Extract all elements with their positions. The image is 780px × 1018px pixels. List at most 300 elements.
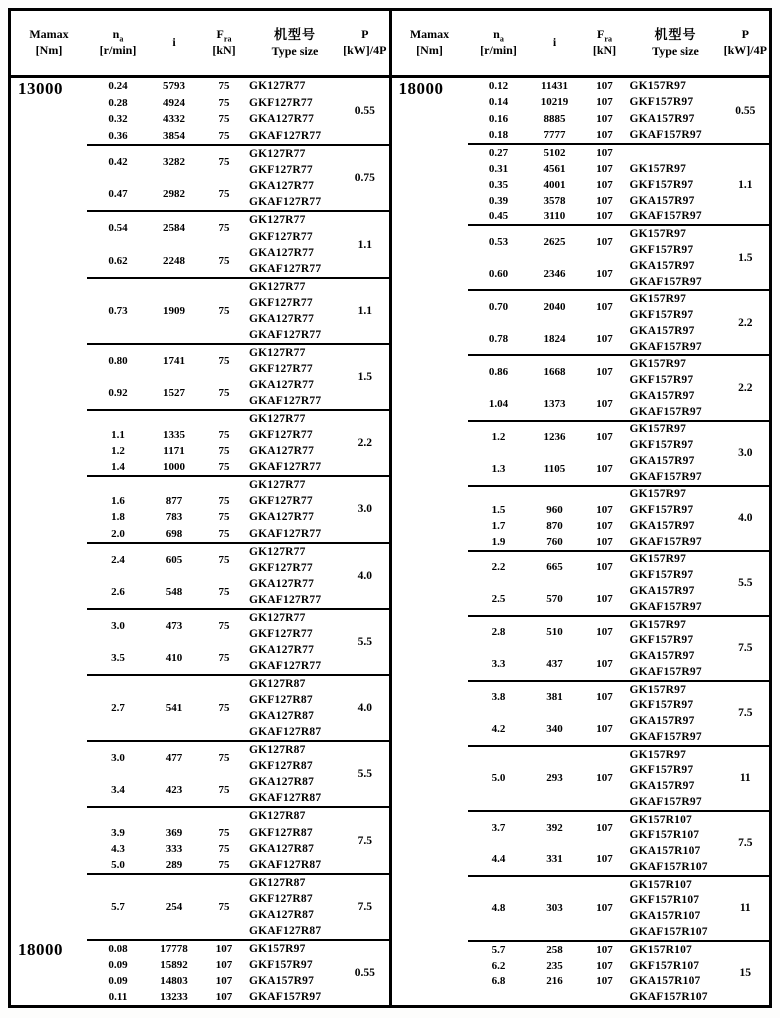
value-row bbox=[87, 95, 249, 112]
torque-value bbox=[11, 343, 87, 409]
na-value: 5.0 bbox=[491, 772, 506, 785]
value-row bbox=[87, 178, 249, 210]
spec-block-content bbox=[87, 740, 389, 806]
value-row bbox=[87, 676, 249, 740]
value-row bbox=[87, 957, 249, 973]
na-value: 0.47 bbox=[108, 188, 128, 201]
header-mamax-label: Mamax bbox=[29, 27, 69, 42]
header-na bbox=[87, 27, 149, 58]
type-size: GK157R97 bbox=[629, 618, 687, 631]
fra-value: 75 bbox=[218, 156, 230, 169]
na-value: 1.1 bbox=[111, 429, 125, 442]
type-sizes bbox=[249, 544, 341, 608]
value-row bbox=[468, 552, 630, 584]
torque-value bbox=[392, 810, 468, 875]
header-fra-unit: [kN] bbox=[212, 43, 236, 57]
type-size: GKF157R97 bbox=[629, 569, 694, 582]
value-row bbox=[87, 279, 249, 343]
torque-value bbox=[392, 224, 468, 289]
value-row bbox=[468, 747, 630, 810]
type-size: GKF127R77 bbox=[249, 96, 313, 109]
ratio-value: 698 bbox=[165, 527, 183, 540]
ratio-value: 437 bbox=[546, 657, 563, 670]
type-sizes bbox=[630, 78, 722, 143]
spec-block-content bbox=[468, 289, 770, 354]
fra-value: 107 bbox=[596, 535, 613, 548]
fra-value: 107 bbox=[596, 462, 613, 475]
ratio-value: 13233 bbox=[160, 991, 188, 1004]
spec-block-content bbox=[87, 873, 389, 939]
type-sizes bbox=[630, 747, 722, 810]
na-value: 2.8 bbox=[491, 626, 506, 639]
fra-value: 107 bbox=[596, 194, 613, 207]
ratio-value: 340 bbox=[546, 722, 563, 735]
type-size: GKF157R107 bbox=[629, 894, 700, 907]
header-power bbox=[722, 27, 770, 58]
type-sizes bbox=[249, 345, 341, 409]
value-row bbox=[468, 487, 630, 503]
type-size: GKF157R107 bbox=[629, 959, 700, 972]
power-value: 7.5 bbox=[738, 707, 753, 720]
ratio-value: 1000 bbox=[163, 461, 185, 474]
torque-value bbox=[392, 420, 468, 485]
value-row bbox=[87, 774, 249, 806]
type-size: GKF127R77 bbox=[249, 495, 313, 508]
na-value: 5.7 bbox=[111, 900, 125, 913]
value-row bbox=[468, 713, 630, 745]
ratio-value: 293 bbox=[546, 772, 563, 785]
value-row bbox=[87, 377, 249, 409]
ratio-value: 1171 bbox=[163, 445, 185, 458]
type-size: GKAF157R97 bbox=[629, 470, 702, 483]
value-row bbox=[468, 193, 630, 209]
type-size: GKF157R97 bbox=[629, 634, 694, 647]
spec-block-content bbox=[468, 224, 770, 289]
fra-value: 75 bbox=[218, 129, 230, 142]
type-size: GKF127R87 bbox=[249, 892, 313, 905]
type-size: GK157R97 bbox=[629, 293, 687, 306]
value-rows bbox=[87, 345, 249, 409]
value-row bbox=[468, 323, 630, 355]
type-size: GKA157R97 bbox=[629, 324, 695, 337]
value-row bbox=[468, 388, 630, 420]
fra-value: 75 bbox=[218, 900, 230, 913]
fra-value: 107 bbox=[215, 958, 233, 971]
value-rows bbox=[468, 291, 630, 354]
power-value: 3.0 bbox=[357, 503, 372, 516]
type-size: GKF127R87 bbox=[249, 826, 313, 839]
type-size: GKA157R97 bbox=[629, 112, 695, 125]
fra-value: 75 bbox=[218, 527, 230, 540]
ratio-value: 3282 bbox=[163, 156, 185, 169]
torque-value bbox=[392, 354, 468, 419]
torque-value bbox=[392, 940, 468, 1005]
fra-value: 75 bbox=[218, 445, 230, 458]
ratio-value: 1909 bbox=[163, 304, 185, 317]
na-value: 3.4 bbox=[111, 784, 125, 797]
na-value: 1.8 bbox=[111, 511, 125, 524]
type-size: GKF157R97 bbox=[629, 504, 694, 517]
type-size: GKF157R97 bbox=[629, 178, 694, 191]
type-size: GKAF127R77 bbox=[249, 461, 322, 474]
spec-block-content bbox=[468, 745, 770, 810]
spec-block-content bbox=[468, 680, 770, 745]
fra-value: 107 bbox=[215, 975, 233, 987]
na-value: 0.35 bbox=[488, 178, 509, 191]
power-value: 7.5 bbox=[738, 837, 753, 850]
na-value: 0.09 bbox=[108, 975, 128, 987]
spec-block bbox=[11, 873, 389, 939]
value-rows bbox=[468, 145, 630, 224]
value-row bbox=[468, 958, 630, 974]
table-body bbox=[11, 78, 389, 1005]
ratio-value: 5102 bbox=[543, 146, 566, 159]
table-header bbox=[11, 11, 389, 78]
torque-value bbox=[392, 143, 468, 224]
type-size: GKA157R97 bbox=[629, 585, 695, 597]
type-size: GK157R107 bbox=[629, 813, 692, 826]
na-value: 2.4 bbox=[111, 553, 125, 566]
fra-value: 107 bbox=[596, 112, 613, 125]
type-sizes bbox=[249, 279, 341, 343]
fra-value: 75 bbox=[218, 354, 230, 367]
spec-block-content bbox=[87, 939, 389, 1005]
power-value: 7.5 bbox=[738, 642, 753, 655]
type-sizes bbox=[630, 682, 722, 745]
fra-value: 107 bbox=[596, 959, 613, 972]
ratio-value: 870 bbox=[546, 519, 563, 532]
type-size: GK127R87 bbox=[249, 744, 306, 757]
value-row bbox=[468, 812, 630, 844]
spec-block bbox=[392, 550, 770, 615]
type-size: GKA127R77 bbox=[249, 577, 315, 590]
ratio-value: 2248 bbox=[163, 254, 185, 267]
na-value: 1.5 bbox=[491, 504, 506, 517]
fra-value: 75 bbox=[218, 511, 230, 524]
ratio-value: 548 bbox=[165, 585, 183, 598]
value-row bbox=[468, 583, 630, 615]
power-value: 4.0 bbox=[357, 702, 372, 715]
value-row bbox=[87, 477, 249, 493]
fra-value: 107 bbox=[596, 853, 613, 866]
header-fra-unit: [kN] bbox=[592, 43, 617, 57]
value-row bbox=[468, 843, 630, 875]
power-value: 1.5 bbox=[357, 370, 372, 383]
na-value: 4.2 bbox=[491, 722, 506, 735]
fra-value: 75 bbox=[218, 858, 230, 871]
power-value: 7.5 bbox=[357, 834, 372, 847]
fra-value: 75 bbox=[218, 304, 230, 317]
fra-value: 107 bbox=[596, 975, 613, 988]
value-row bbox=[87, 459, 249, 475]
spec-block bbox=[392, 485, 770, 550]
na-value: 0.36 bbox=[108, 129, 128, 142]
fra-value: 75 bbox=[218, 254, 230, 267]
spec-block-content bbox=[87, 475, 389, 541]
value-row bbox=[468, 356, 630, 388]
header-power bbox=[341, 27, 389, 58]
header-ratio-label: i bbox=[552, 35, 557, 50]
value-row bbox=[468, 453, 630, 485]
na-value: 0.78 bbox=[488, 332, 509, 345]
spec-block-content bbox=[468, 78, 770, 143]
header-na-label: $n_a$ bbox=[112, 27, 124, 44]
ratio-value: 4001 bbox=[543, 178, 566, 191]
spec-block bbox=[11, 608, 389, 674]
power-value: 15 bbox=[739, 967, 751, 980]
type-size: GKA127R77 bbox=[249, 113, 315, 126]
na-value: 0.18 bbox=[488, 128, 509, 141]
value-rows bbox=[468, 812, 630, 875]
type-size: GKAF127R77 bbox=[249, 527, 322, 540]
torque-value bbox=[11, 608, 87, 674]
value-row bbox=[87, 742, 249, 774]
type-size: GK127R77 bbox=[249, 346, 306, 359]
header-type-size bbox=[630, 27, 722, 59]
type-size: GK127R77 bbox=[249, 80, 306, 93]
type-size: GKF127R77 bbox=[249, 362, 313, 375]
value-row bbox=[87, 443, 249, 459]
type-size: GKA127R77 bbox=[249, 445, 315, 458]
type-size: GKAF157R97 bbox=[629, 128, 702, 141]
value-row bbox=[468, 502, 630, 518]
type-size: GK157R97 bbox=[629, 80, 687, 93]
ratio-value: 510 bbox=[546, 626, 563, 639]
header-na-unit: [r/min] bbox=[480, 43, 517, 57]
value-rows bbox=[87, 676, 249, 740]
spec-block-content bbox=[468, 354, 770, 419]
power-value: 1.5 bbox=[738, 251, 753, 264]
torque-value: 18000 bbox=[18, 939, 63, 959]
na-value: 0.42 bbox=[108, 156, 128, 169]
value-rows bbox=[468, 552, 630, 615]
power-value: 5.5 bbox=[738, 577, 753, 590]
ratio-value: 303 bbox=[546, 902, 563, 915]
value-row bbox=[87, 642, 249, 674]
spec-block-content bbox=[468, 485, 770, 550]
type-sizes bbox=[249, 808, 341, 872]
na-value: 4.3 bbox=[111, 842, 125, 855]
spec-table-right bbox=[392, 11, 770, 1005]
power-value: 0.55 bbox=[354, 966, 375, 979]
na-value: 3.3 bbox=[491, 657, 506, 670]
torque-value bbox=[11, 277, 87, 343]
fra-value: 107 bbox=[596, 80, 613, 93]
ratio-value: 289 bbox=[165, 858, 183, 871]
value-row bbox=[87, 212, 249, 244]
type-sizes bbox=[630, 422, 722, 485]
type-size: GKA127R77 bbox=[249, 511, 315, 524]
type-size: GKAF127R87 bbox=[249, 726, 322, 739]
fra-value: 107 bbox=[596, 162, 613, 175]
power-value: 1.1 bbox=[357, 238, 372, 251]
type-size: GKAF127R87 bbox=[249, 858, 322, 871]
power-value: 2.2 bbox=[738, 381, 753, 394]
type-size: GK127R77 bbox=[249, 611, 306, 624]
header-power-unit: [kW]/4P bbox=[343, 43, 387, 57]
header-fra bbox=[199, 27, 249, 58]
ratio-value: 4332 bbox=[163, 113, 185, 126]
header-power-label: P bbox=[741, 27, 749, 42]
header-type-size-en: Type size bbox=[652, 43, 699, 58]
fra-value: 75 bbox=[218, 752, 230, 765]
value-row bbox=[87, 973, 249, 989]
spec-block bbox=[11, 343, 389, 409]
type-sizes bbox=[249, 676, 341, 740]
value-row bbox=[87, 857, 249, 873]
ratio-value: 665 bbox=[546, 561, 563, 574]
fra-value: 107 bbox=[596, 902, 613, 915]
type-sizes bbox=[249, 875, 341, 939]
header-type-size-zh: 机型号 bbox=[654, 26, 697, 42]
power-value: 7.5 bbox=[357, 900, 372, 913]
value-rows bbox=[468, 422, 630, 485]
spec-block-content bbox=[468, 615, 770, 680]
spec-block bbox=[392, 143, 770, 224]
ratio-value: 3854 bbox=[163, 129, 185, 142]
fra-value: 107 bbox=[596, 504, 613, 517]
spec-block-content bbox=[468, 420, 770, 485]
na-value: 0.24 bbox=[108, 80, 128, 93]
type-sizes bbox=[249, 411, 341, 475]
ratio-value: 783 bbox=[165, 511, 183, 524]
ratio-value: 11431 bbox=[541, 80, 568, 93]
value-rows bbox=[87, 212, 249, 276]
type-size: GKA127R77 bbox=[249, 246, 315, 259]
torque-value bbox=[392, 680, 468, 745]
na-value: 1.04 bbox=[488, 397, 509, 410]
value-row bbox=[87, 824, 249, 840]
torque-value bbox=[11, 542, 87, 608]
type-size: GK157R97 bbox=[629, 553, 687, 566]
type-size: GKA127R77 bbox=[249, 379, 315, 392]
type-size: GKF127R77 bbox=[249, 627, 313, 640]
torque-value bbox=[11, 873, 87, 939]
header-mamax-unit: [Nm] bbox=[416, 43, 443, 57]
value-rows bbox=[87, 875, 249, 939]
ratio-value: 369 bbox=[165, 826, 183, 839]
header-na-unit: [r/min] bbox=[99, 43, 137, 57]
header-ratio-label: i bbox=[172, 35, 176, 50]
spec-block-content bbox=[87, 210, 389, 276]
fra-value: 75 bbox=[218, 651, 230, 664]
type-sizes bbox=[249, 212, 341, 276]
header-ratio bbox=[530, 35, 580, 51]
fra-value: 107 bbox=[596, 821, 613, 834]
fra-value: 75 bbox=[218, 113, 230, 126]
ratio-value: 14803 bbox=[160, 975, 188, 987]
na-value: 3.5 bbox=[111, 651, 125, 664]
value-row bbox=[468, 682, 630, 714]
fra-value: 107 bbox=[596, 210, 613, 223]
ratio-value: 381 bbox=[546, 691, 563, 704]
type-sizes bbox=[630, 552, 722, 615]
ratio-value: 605 bbox=[165, 553, 183, 566]
type-size: GKA157R97 bbox=[629, 389, 695, 402]
header-fra-label: $F_{ra}$ bbox=[216, 27, 232, 44]
fra-value: 107 bbox=[215, 991, 233, 1004]
power-value: 4.0 bbox=[357, 569, 372, 582]
value-rows bbox=[87, 742, 249, 806]
torque-value bbox=[11, 144, 87, 210]
value-row bbox=[468, 145, 630, 161]
value-row bbox=[468, 208, 630, 224]
ratio-value: 254 bbox=[165, 900, 183, 913]
na-value: 0.11 bbox=[108, 991, 128, 1004]
type-size: GK127R77 bbox=[249, 545, 306, 558]
spec-block-content bbox=[468, 940, 770, 1005]
na-value: 0.39 bbox=[488, 194, 509, 207]
ratio-value: 2982 bbox=[163, 188, 185, 201]
type-size: GK127R87 bbox=[249, 876, 306, 889]
value-rows bbox=[468, 487, 630, 550]
na-value: 3.7 bbox=[491, 821, 506, 834]
type-size: GK157R97 bbox=[629, 228, 687, 241]
header-type-size bbox=[249, 27, 341, 59]
fra-value: 75 bbox=[218, 842, 230, 855]
na-value: 2.2 bbox=[491, 561, 506, 574]
spec-block-content bbox=[468, 810, 770, 875]
value-row bbox=[87, 610, 249, 642]
fra-value: 75 bbox=[218, 96, 230, 109]
na-value: 0.53 bbox=[488, 236, 509, 249]
spec-block bbox=[392, 680, 770, 745]
na-value: 0.92 bbox=[108, 387, 128, 400]
type-size: GKA127R87 bbox=[249, 710, 315, 723]
fra-value: 75 bbox=[218, 461, 230, 474]
fra-value: 107 bbox=[596, 301, 613, 314]
torque-value bbox=[392, 289, 468, 354]
na-value: 0.12 bbox=[488, 80, 509, 93]
ratio-value: 4561 bbox=[543, 162, 566, 175]
type-size: GK127R77 bbox=[249, 280, 306, 293]
fra-value: 107 bbox=[596, 397, 613, 410]
fra-value: 107 bbox=[596, 657, 613, 670]
ratio-value: 410 bbox=[165, 651, 183, 664]
type-size: GKF157R97 bbox=[629, 699, 694, 712]
type-size: GKAF127R77 bbox=[249, 328, 322, 341]
spec-block bbox=[11, 210, 389, 276]
type-size: GKA157R97 bbox=[249, 975, 315, 987]
fra-value: 75 bbox=[218, 222, 230, 235]
na-value: 2.7 bbox=[111, 702, 125, 715]
ratio-value: 1741 bbox=[163, 354, 185, 367]
spec-block bbox=[11, 542, 389, 608]
ratio-value: 392 bbox=[546, 821, 563, 834]
type-size: GKAF127R87 bbox=[249, 924, 322, 937]
fra-value: 107 bbox=[596, 431, 613, 444]
type-size: GKAF157R97 bbox=[629, 210, 702, 223]
type-size: GKF127R77 bbox=[249, 164, 313, 177]
type-size: GKAF157R97 bbox=[629, 600, 702, 613]
header-mamax-label: Mamax bbox=[409, 27, 450, 42]
value-rows bbox=[468, 877, 630, 940]
type-size: GKAF127R77 bbox=[249, 593, 322, 606]
spec-block bbox=[392, 224, 770, 289]
fra-value: 107 bbox=[596, 722, 613, 735]
torque-value bbox=[11, 740, 87, 806]
value-rows bbox=[468, 356, 630, 419]
value-row bbox=[87, 841, 249, 857]
value-row bbox=[87, 146, 249, 178]
na-value: 0.31 bbox=[488, 162, 509, 175]
na-value: 5.0 bbox=[111, 858, 125, 871]
header-power-label: P bbox=[361, 27, 369, 42]
na-value: 2.6 bbox=[111, 585, 125, 598]
fra-value: 107 bbox=[596, 178, 613, 191]
type-size: GKAF127R87 bbox=[249, 792, 322, 805]
type-size: GK157R97 bbox=[629, 358, 687, 371]
